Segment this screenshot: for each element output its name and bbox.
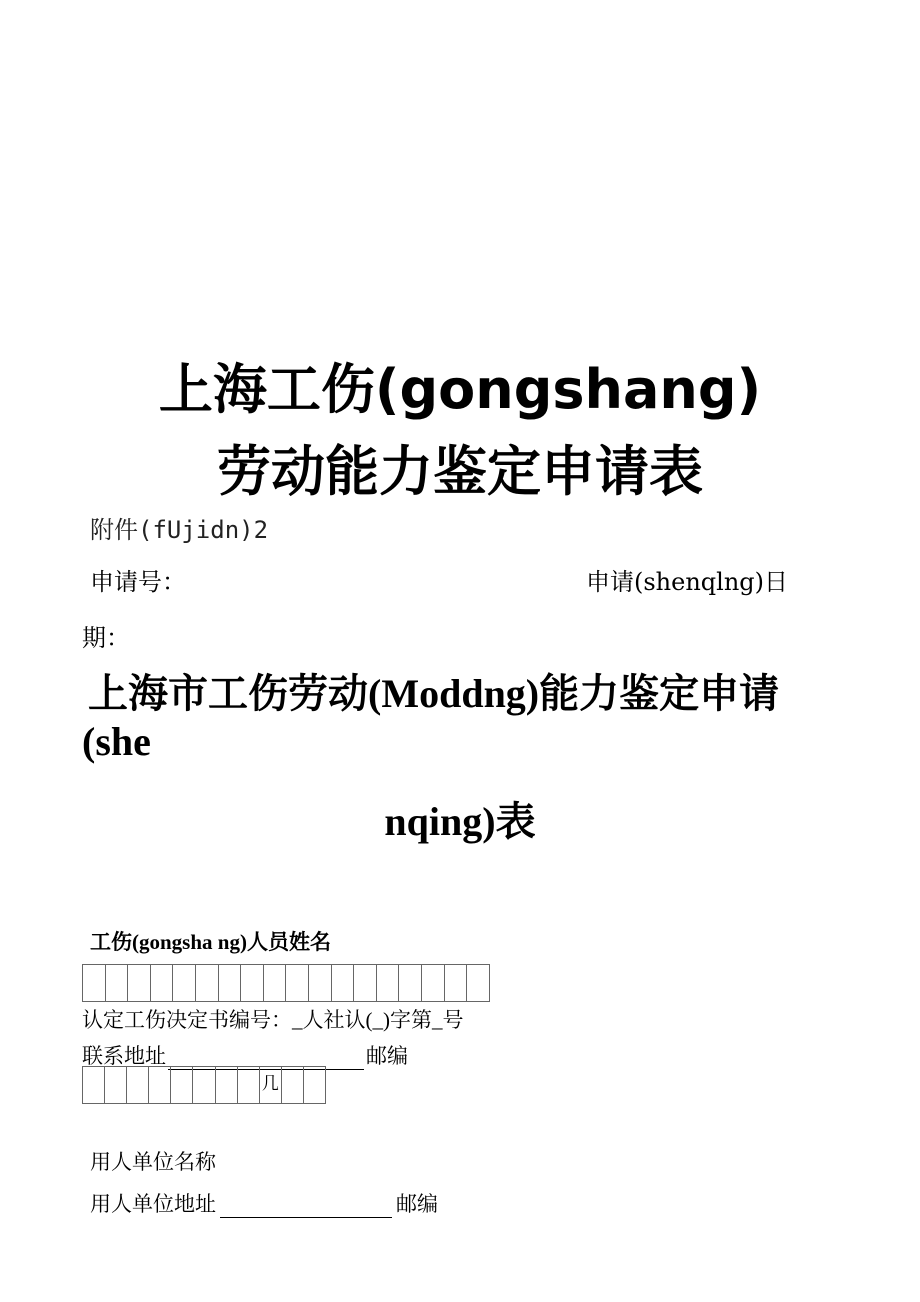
name-grid-cell[interactable] (286, 965, 309, 1001)
postcode-grid-cell[interactable] (282, 1067, 304, 1103)
application-date-label: 申请(shenqlng)日 (586, 568, 789, 596)
injured-person-name-label: 工伤(gongsha ng)人员姓名 (90, 930, 331, 954)
name-grid-cell[interactable] (106, 965, 129, 1001)
postcode-grid-cell[interactable] (83, 1067, 105, 1103)
name-grid-cell[interactable] (445, 965, 468, 1001)
employer-address-label: 用人单位地址 (90, 1192, 216, 1216)
postcode-grid-cell[interactable] (193, 1067, 215, 1103)
name-grid-cell[interactable] (354, 965, 377, 1001)
name-grid-cell[interactable] (467, 965, 490, 1001)
name-grid-cell[interactable] (219, 965, 242, 1001)
name-grid-cell[interactable] (399, 965, 422, 1001)
postcode-grid-cell[interactable] (171, 1067, 193, 1103)
attachment-label: 附件(fUjidn)2 (90, 516, 269, 544)
form-title-line-2: 劳动能力鉴定申请表 (217, 440, 703, 503)
name-grid-cell[interactable] (196, 965, 219, 1001)
postcode-grid-cell[interactable] (216, 1067, 238, 1103)
name-grid-cell[interactable] (309, 965, 332, 1001)
application-date-label-cont: 期： (82, 624, 130, 652)
postcode-grid[interactable] (82, 1066, 326, 1104)
name-grid-cell[interactable] (83, 965, 106, 1001)
form-title-line-1: 上海工伤(gongshang) (158, 358, 762, 421)
postcode-grid-cell[interactable]: 几 (260, 1067, 282, 1103)
certificate-number-label: 认定工伤决定书编号：_人社认(_)字第_号 (82, 1008, 464, 1032)
name-grid-cell[interactable] (151, 965, 174, 1001)
name-grid-cell[interactable] (422, 965, 445, 1001)
postcode-grid-cell[interactable] (238, 1067, 260, 1103)
name-grid-cell[interactable] (173, 965, 196, 1001)
form-heading-line-3: nqing)表 (384, 799, 536, 844)
form-heading-line-1: 上海市工伤劳动(Moddng)能力鉴定申请 (88, 671, 780, 716)
name-grid-cell[interactable] (128, 965, 151, 1001)
employer-name-label: 用人单位名称 (90, 1150, 216, 1174)
name-grid-cell[interactable] (241, 965, 264, 1001)
contact-address-label: 联系地址 (82, 1044, 166, 1068)
postcode-label: 邮编 (366, 1044, 408, 1068)
name-grid-cell[interactable] (377, 965, 400, 1001)
employer-address-row (90, 1188, 438, 1218)
postcode-grid-cell[interactable] (304, 1067, 326, 1103)
injured-person-name-grid[interactable] (82, 964, 490, 1002)
postcode-grid-cell[interactable] (105, 1067, 127, 1103)
form-heading-line-2: (she (82, 719, 151, 764)
employer-postcode-label: 邮编 (396, 1192, 438, 1216)
name-grid-cell[interactable] (332, 965, 355, 1001)
name-grid-cell[interactable] (264, 965, 287, 1001)
employer-address-field[interactable] (220, 1197, 392, 1218)
postcode-grid-cell[interactable] (149, 1067, 171, 1103)
application-number-label: 申请号： (90, 568, 186, 596)
postcode-grid-cell[interactable] (127, 1067, 149, 1103)
